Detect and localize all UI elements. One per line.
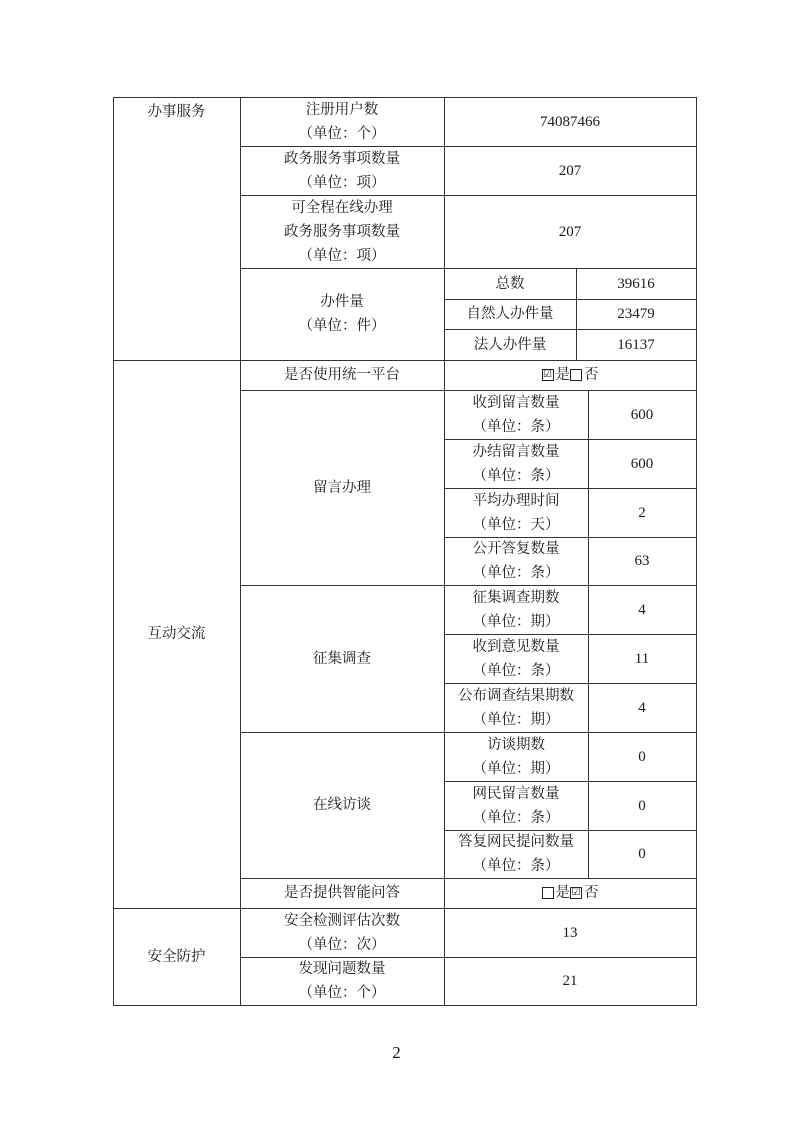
section-service-label: 办事服务 (147, 104, 206, 120)
messages-concluded-label: 办结留言数量 （单位：条） (472, 443, 560, 484)
messages-public-replies-label: 公开答复数量 （单位：条） (472, 541, 560, 581)
registered-users-label: 注册用户数 （单位：个） (298, 101, 386, 142)
grid-line (444, 97, 445, 1006)
interview-replies-value: 0 (638, 846, 646, 862)
interview-periods-label: 访谈期数 （单位：期） (472, 736, 560, 777)
items-count-value: 207 (558, 162, 582, 179)
cases-total-label: 总数 (495, 275, 525, 292)
grid-line (444, 830, 697, 831)
messages-received-value: 600 (630, 406, 654, 423)
section-security-label: 安全防护 (147, 948, 206, 965)
grid-line (444, 537, 697, 538)
survey-label: 征集调查 (313, 650, 371, 667)
cases-legal-label: 法人办件量 (473, 336, 547, 353)
grid-line (240, 146, 697, 147)
cases-total-value: 39616 (617, 275, 655, 292)
interview-messages-label: 网民留言数量 （单位：条） (472, 785, 560, 826)
grid-line (444, 781, 697, 782)
grid-line (444, 299, 697, 300)
table-border (113, 97, 114, 1006)
section-interaction-label: 互动交流 (147, 626, 206, 642)
full-online-items-value: 207 (558, 223, 582, 240)
messages-public-replies-value: 63 (634, 553, 650, 569)
cases-natural-label: 自然人办件量 (466, 306, 554, 322)
messages-received-label: 收到留言数量 （单位：条） (472, 394, 560, 435)
grid-line (444, 488, 697, 489)
smart-qa-choice (444, 878, 696, 908)
grid-line (240, 97, 241, 1006)
survey-results-label: 公布调查结果期数 （单位：期） (458, 687, 574, 728)
grid-line (240, 732, 697, 733)
survey-periods-label: 征集调查期数 （单位：期） (472, 589, 560, 630)
full-online-items-label: 可全程在线办理 政务服务事项数量 （单位：项） (284, 199, 400, 264)
grid-line (444, 683, 697, 684)
grid-line (113, 360, 697, 361)
checkbox-no-empty-icon (570, 369, 582, 381)
table-border (113, 97, 697, 98)
checkbox-yes-checked-icon: ☑ (543, 369, 552, 380)
interview-periods-value: 0 (638, 748, 646, 765)
no-text: 否 (584, 367, 599, 383)
checkbox-yes-empty-icon (542, 887, 554, 899)
unified-platform-label: 是否使用统一平台 (284, 367, 400, 383)
yes-text: 是 (555, 367, 570, 383)
grid-line (113, 908, 697, 909)
grid-line (576, 268, 577, 360)
smart-qa-label: 是否提供智能问答 (284, 885, 400, 901)
interview-label: 在线访谈 (313, 797, 371, 813)
messages-avg-time-value: 2 (638, 504, 646, 521)
messages-avg-time-label: 平均办理时间 （单位：天） (472, 492, 560, 533)
assessments-label: 安全检测评估次数 （单位：次） (284, 912, 400, 953)
grid-line (240, 390, 697, 391)
interview-messages-value: 0 (638, 797, 646, 814)
messages-label: 留言办理 (313, 479, 371, 496)
survey-opinions-value: 11 (634, 650, 650, 667)
checkbox-no-checked-icon: ☑ (571, 887, 581, 898)
grid-line (240, 195, 697, 196)
cases-legal-value: 16137 (617, 336, 655, 353)
unified-platform-choice (444, 360, 696, 390)
interview-replies-label: 答复网民提问数量 （单位：条） (458, 834, 574, 874)
cases-label: 办件量 （单位：件） (298, 294, 386, 334)
issues-value: 21 (562, 973, 578, 989)
items-count-label: 政务服务事项数量 （单位：项） (284, 150, 400, 191)
assessments-value: 13 (562, 924, 578, 941)
yes-text: 是 (555, 885, 570, 901)
survey-periods-value: 4 (638, 601, 646, 618)
cases-natural-value: 23479 (617, 306, 655, 322)
survey-opinions-label: 收到意见数量 （单位：条） (472, 638, 560, 679)
registered-users-value: 74087466 (540, 113, 600, 130)
grid-line (240, 268, 697, 269)
grid-line (240, 878, 697, 879)
messages-concluded-value: 600 (630, 455, 654, 472)
survey-results-value: 4 (638, 699, 646, 716)
table-border (113, 1005, 697, 1006)
issues-label: 发现问题数量 （单位：个） (298, 961, 386, 1001)
grid-line (240, 585, 697, 586)
table-border (696, 97, 697, 1006)
grid-line (444, 634, 697, 635)
grid-line (444, 439, 697, 440)
no-text: 否 (584, 885, 599, 901)
grid-line (240, 957, 697, 958)
page-number: 2 (392, 1043, 401, 1062)
grid-line (444, 329, 697, 330)
